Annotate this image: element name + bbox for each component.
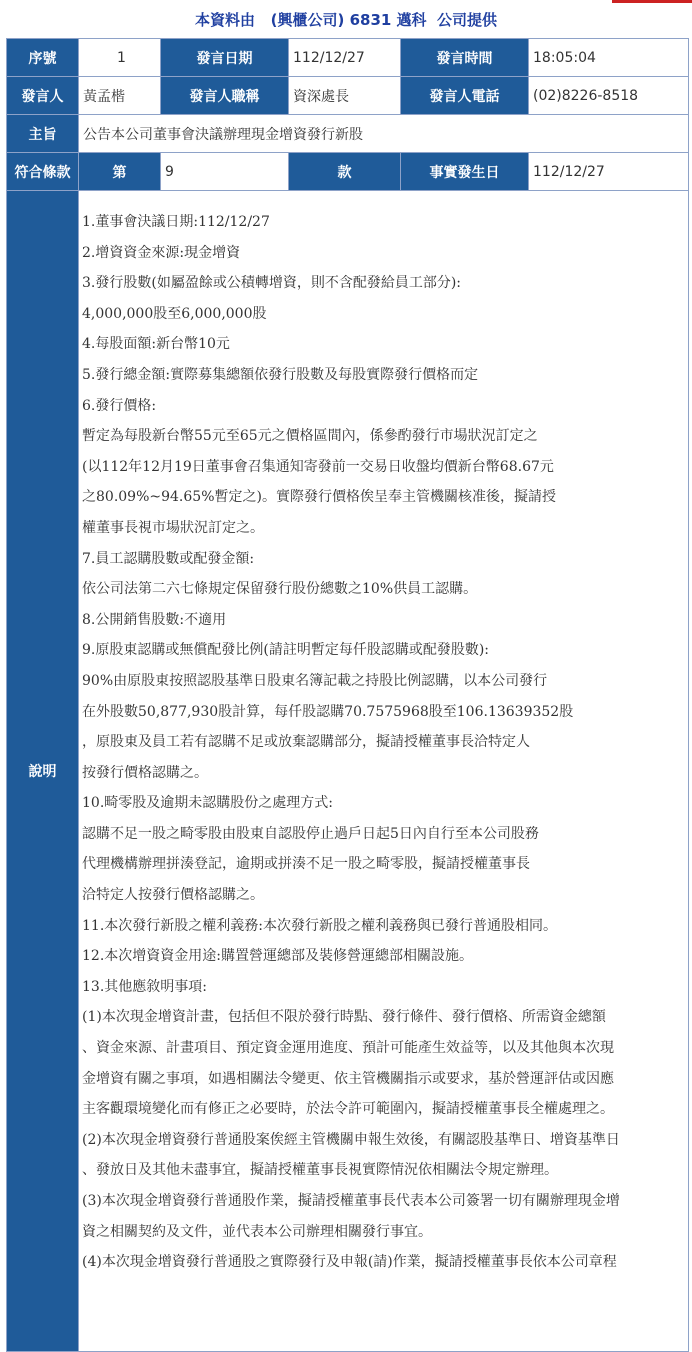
description-line: 主客觀環境變化而有修正之必要時，於法令許可範圍內，擬請授權董事長全權處理之。 [82,1101,614,1118]
subject-value: 公告本公司董事會決議辦理現金增資發行新股 [79,115,689,153]
time-value: 18:05:04 [529,39,689,77]
description-line: 洽特定人按發行價格認購之。 [82,887,264,904]
description-line: 10.畸零股及逾期未認購股份之處理方式: [82,795,333,812]
description-line: 在外股數50,877,930股計算，每仟股認購70.7575968股至106.13639352股 [82,703,574,720]
row-description [7,191,689,1352]
description-line: 之80.09%~94.65%暫定之)。實際發行價格俟呈奉主管機關核准後，擬請授 [82,489,556,506]
description-line: 13.其他應敘明事項: [82,978,207,995]
seq-label: 序號 [7,39,79,77]
description-line: 6.發行價格: [82,397,157,414]
description-line: 、資金來源、計畫項目、預定資金運用進度、預計可能產生效益等，以及其他與本次現 [82,1040,614,1057]
row-clause [7,153,689,191]
subject-label: 主旨 [7,115,79,153]
clause-prefix: 第 [79,153,161,191]
description-line: 依公司法第二六七條規定保留發行股份總數之10%供員工認購。 [82,581,478,598]
row-seq-date-time [7,39,689,77]
description-line: 金增資有關之事項，如遇相關法令變更、依主管機關指示或要求，基於營運評估或因應 [82,1070,614,1087]
description-line: 1.董事會決議日期:112/12/27 [82,214,270,230]
time-label: 發言時間 [401,39,529,77]
header-suffix: 公司提供 [437,11,498,29]
phone-value: (02)8226-8518 [529,77,689,115]
clause-suffix: 款 [289,153,401,191]
description-line: 4.每股面額:新台幣10元 [82,336,230,353]
description-line: (4)本次現金增資發行普通股之實際發行及申報(請)作業，擬請授權董事長依本公司章程 [82,1254,617,1271]
description-line: 90%由原股東按照認股基準日股東名簿記載之持股比例認購，以本公司發行 [82,672,548,689]
description-line: 8.公開銷售股數:不適用 [82,611,227,628]
speaker-title-value: 資深處長 [289,77,401,115]
speaker-title-label: 發言人職稱 [161,77,289,115]
description-line: (1)本次現金增資計畫，包括但不限於發行時點、發行條件、發行價格、所需資金總額 [82,1009,606,1026]
description-line: 代理機構辦理拼湊登記，逾期或拼湊不足一股之畸零股，擬請授權董事長 [82,856,530,873]
clause-value: 9 [161,153,289,191]
seq-value: 1 [79,39,161,77]
description-line: 2.增資資金來源:現金增資 [82,244,241,261]
description-body [79,191,688,1278]
date-label: 發言日期 [161,39,289,77]
fact-date-label: 事實發生日 [401,153,529,191]
speaker-label: 發言人 [7,77,79,115]
description-line: 暫定為每股新台幣55元至65元之價格區間內，係參酌發行市場狀況訂定之 [82,428,538,445]
description-line: ，原股東及員工若有認購不足或放棄認購部分，擬請授權董事長洽特定人 [82,734,530,751]
description-label: 說明 [7,191,79,1352]
description-line: 、發放日及其他未盡事宜，擬請授權董事長視實際情況依相關法令規定辦理。 [82,1162,558,1179]
description-line: (2)本次現金增資發行普通股案俟經主管機關申報生效後，有關認股基準日、增資基準日 [82,1131,620,1148]
description-line: 按發行價格認購之。 [82,764,208,781]
description-line: (以112年12月19日董事會召集通知寄發前一交易日收盤均價新台幣68.67元 [82,458,554,475]
fact-date-value: 112/12/27 [529,153,689,191]
date-value: 112/12/27 [289,39,401,77]
description-line: 資之相關契約及文件，並代表本公司辦理相關發行事宜。 [82,1223,432,1240]
source-header [0,0,692,38]
description-line: 認購不足一股之畸零股由股東自認股停止過戶日起5日內自行至本公司股務 [82,825,539,842]
description-line: 權董事長視市場狀況訂定之。 [82,519,264,536]
description-line: 11.本次發行新股之權利義務:本次發行新股之權利義務與已發行普通股相同。 [82,917,557,934]
clause-label: 符合條款 [7,153,79,191]
description-line: 5.發行總金額:實際募集總額依發行股數及每股實際發行價格而定 [82,366,479,383]
row-subject [7,115,689,153]
description-line: 3.發行股數(如屬盈餘或公積轉增資，則不含配發給員工部分): [82,275,461,292]
description-line: 7.員工認購股數或配發金額: [82,550,255,567]
description-line: 9.原股東認購或無償配發比例(請註明暫定每仟股認購或配發股數): [82,642,489,659]
announcement-table [6,38,689,1352]
header-prefix: 本資料由 [194,11,255,29]
description-line: 4,000,000股至6,000,000股 [82,305,267,322]
corner-accent [612,0,692,3]
header-company: (興櫃公司) 6831 邁科 [270,11,427,29]
description-cell [79,191,689,1352]
description-line: 12.本次增資資金用途:購置營運總部及裝修營運總部相關設施。 [82,948,473,965]
phone-label: 發言人電話 [401,77,529,115]
description-line: (3)本次現金增資發行普通股作業，擬請授權董事長代表本公司簽署一切有關辦理現金增 [82,1193,620,1209]
row-speaker [7,77,689,115]
speaker-value: 黃孟楷 [79,77,161,115]
